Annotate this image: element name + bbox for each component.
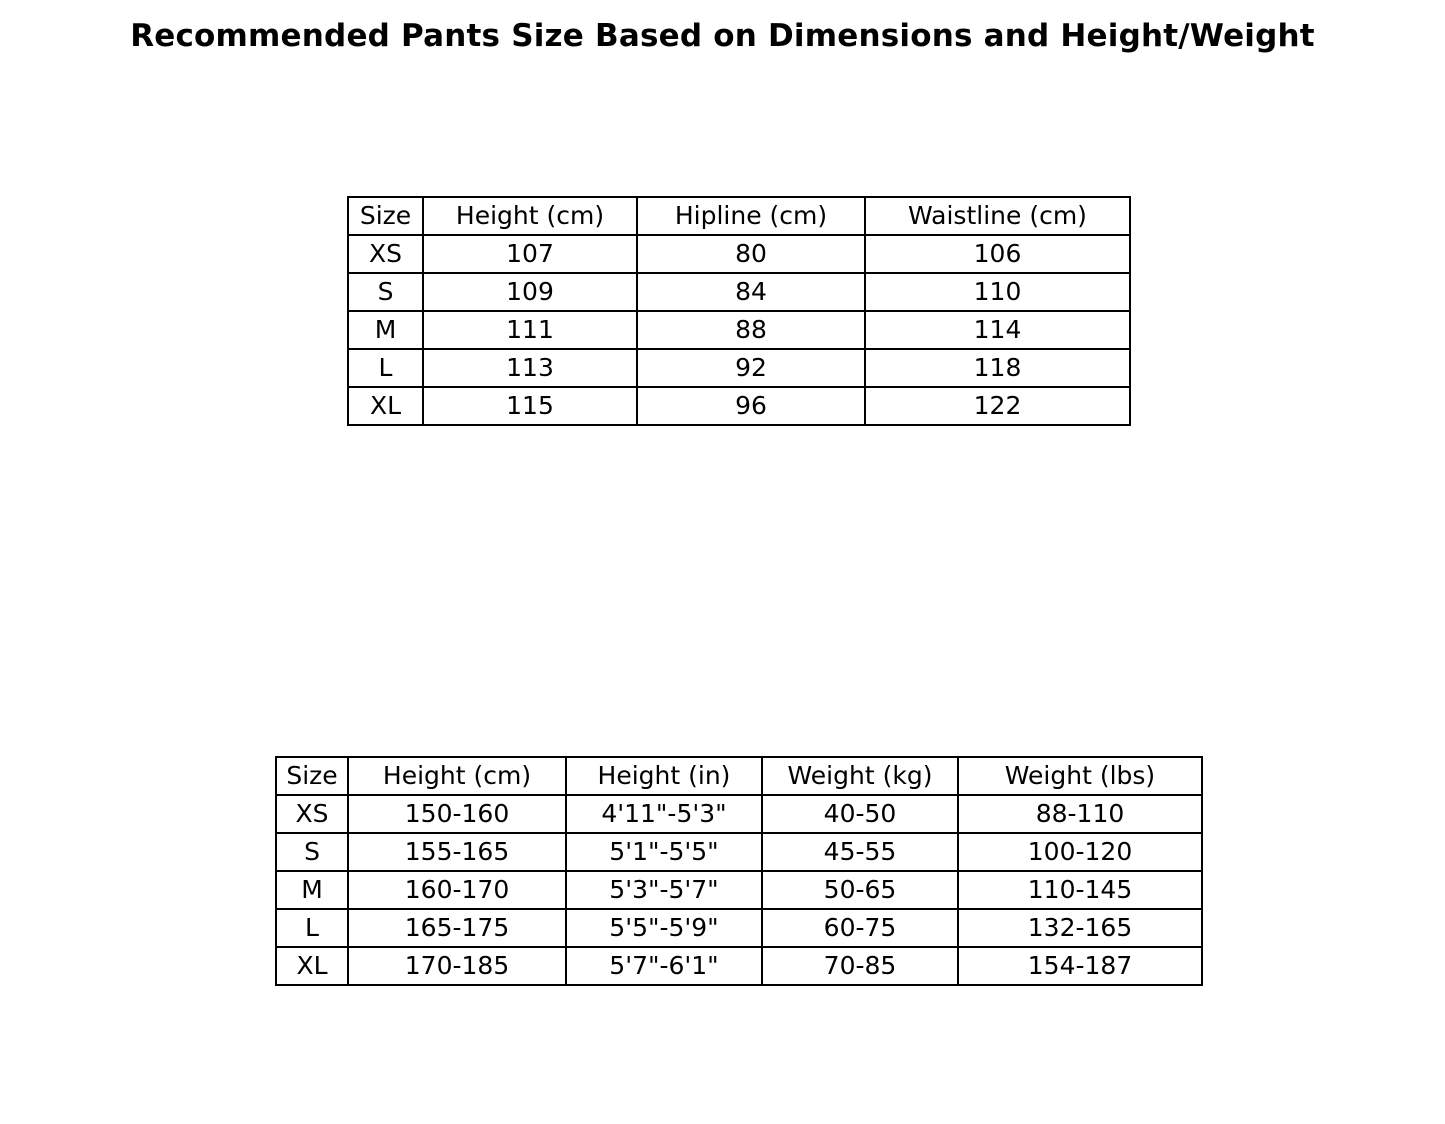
cell-height-in: 5'7"-6'1" [566, 947, 762, 985]
cell-weight-lbs: 88-110 [958, 795, 1202, 833]
table-row [276, 909, 1202, 947]
cell-weight-kg: 60-75 [762, 909, 958, 947]
column-header-height-cm: Height (cm) [348, 757, 566, 795]
table-row [348, 273, 1130, 311]
cell-height-cm: 111 [423, 311, 637, 349]
table-row [276, 833, 1202, 871]
cell-height-cm: 150-160 [348, 795, 566, 833]
cell-weight-lbs: 100-120 [958, 833, 1202, 871]
cell-height-in: 5'5"-5'9" [566, 909, 762, 947]
pants-dimensions-table [347, 196, 1131, 426]
table-row [348, 311, 1130, 349]
cell-size: S [276, 833, 348, 871]
cell-height-cm: 155-165 [348, 833, 566, 871]
cell-size: S [348, 273, 423, 311]
table-row [348, 235, 1130, 273]
cell-height-cm: 165-175 [348, 909, 566, 947]
table-row [348, 349, 1130, 387]
cell-height-cm: 113 [423, 349, 637, 387]
cell-size: L [276, 909, 348, 947]
cell-hipline-cm: 92 [637, 349, 865, 387]
cell-size: XS [276, 795, 348, 833]
cell-hipline-cm: 80 [637, 235, 865, 273]
cell-waistline-cm: 114 [865, 311, 1130, 349]
cell-size: XS [348, 235, 423, 273]
cell-hipline-cm: 88 [637, 311, 865, 349]
table-row [276, 795, 1202, 833]
cell-size: M [348, 311, 423, 349]
column-header-height-in: Height (in) [566, 757, 762, 795]
column-header-height-cm: Height (cm) [423, 197, 637, 235]
cell-height-in: 5'1"-5'5" [566, 833, 762, 871]
cell-weight-kg: 50-65 [762, 871, 958, 909]
cell-height-cm: 109 [423, 273, 637, 311]
cell-height-in: 5'3"-5'7" [566, 871, 762, 909]
cell-weight-lbs: 132-165 [958, 909, 1202, 947]
cell-size: XL [276, 947, 348, 985]
column-header-waistline-cm: Waistline (cm) [865, 197, 1130, 235]
dimensions-table-container [347, 196, 1131, 426]
heightweight-table-container [275, 756, 1203, 986]
cell-waistline-cm: 110 [865, 273, 1130, 311]
cell-size: M [276, 871, 348, 909]
cell-size: L [348, 349, 423, 387]
table-header-row [276, 757, 1202, 795]
cell-weight-kg: 45-55 [762, 833, 958, 871]
table-row [276, 947, 1202, 985]
cell-weight-lbs: 154-187 [958, 947, 1202, 985]
table-row [276, 871, 1202, 909]
cell-height-cm: 160-170 [348, 871, 566, 909]
table-header-row [348, 197, 1130, 235]
cell-hipline-cm: 96 [637, 387, 865, 425]
cell-height-cm: 107 [423, 235, 637, 273]
cell-waistline-cm: 118 [865, 349, 1130, 387]
cell-waistline-cm: 122 [865, 387, 1130, 425]
cell-hipline-cm: 84 [637, 273, 865, 311]
column-header-hipline-cm: Hipline (cm) [637, 197, 865, 235]
cell-waistline-cm: 106 [865, 235, 1130, 273]
column-header-size: Size [348, 197, 423, 235]
cell-weight-lbs: 110-145 [958, 871, 1202, 909]
pants-height-weight-table [275, 756, 1203, 986]
cell-height-cm: 115 [423, 387, 637, 425]
table-row [348, 387, 1130, 425]
column-header-weight-lbs: Weight (lbs) [958, 757, 1202, 795]
cell-weight-kg: 40-50 [762, 795, 958, 833]
cell-weight-kg: 70-85 [762, 947, 958, 985]
cell-height-in: 4'11"-5'3" [566, 795, 762, 833]
cell-size: XL [348, 387, 423, 425]
page-title: Recommended Pants Size Based on Dimensions and Height/Weight [130, 18, 1315, 54]
cell-height-cm: 170-185 [348, 947, 566, 985]
column-header-size: Size [276, 757, 348, 795]
column-header-weight-kg: Weight (kg) [762, 757, 958, 795]
